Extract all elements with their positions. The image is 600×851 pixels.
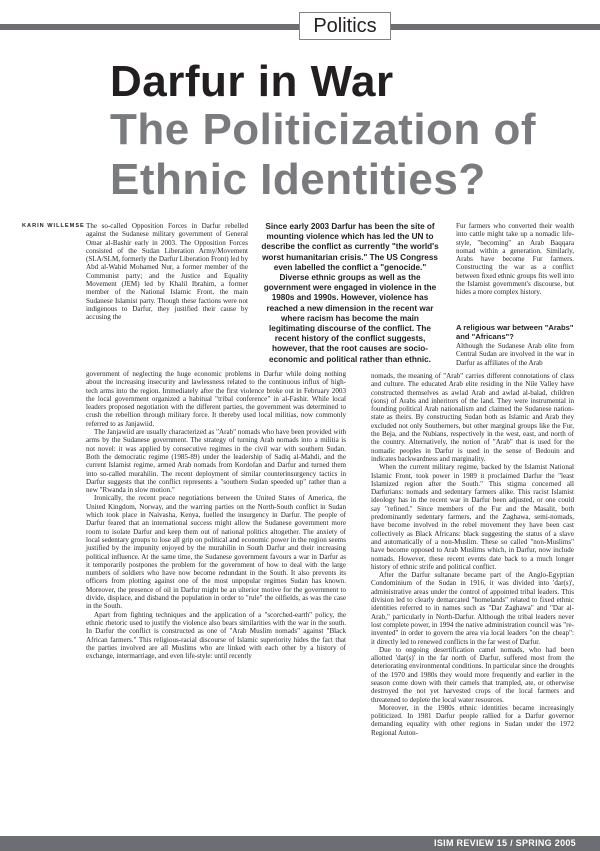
paragraph: The so-called Opposition Forces in Darfur rebelled against the Sudanese military government of General Omar al-Bashir early in 2003. The Opposition Forces consisted of the Sudan Liberation Army/Movement (SLA/SLM, formerly the Darfur Liberation Front) led by Abd al-Wahid Mohamed Nur, a former member of the Communist party; and the Justice and Equality Movement (JEM) led by Khalil Ibrahim, a former member of the National Islamic Front, the main Sudanese Islamist party. Though these factions were not indigenous to Darfur, they justified their cause by accusing the xyxy=(86,222,248,322)
footer-issue: ISIM REVIEW 15 / SPRING 2005 xyxy=(434,838,576,848)
paragraph: When the current military regime, backed by the Islamist National Islamic Front, took power in 1989 it proclaimed Darfur the "least Islamized region after the South." This stigma concerned all Darfurians: nomads and sedentary farmers alike. This racist Islamist ideology has in the recent war in Darfur been adjusted, or one could say "refined." Since members of the Fur and the Masalit, both predominantly sedentary farmers, and the Zaghawa, semi-nomads, have become involved in the rebel movement they have been cast collectively as Black Africans: black suggesting the status of a slave and automatically of a non-Muslim. These so called "non-Muslims" have become opposed to Arab Muslims which, in Darfur, now include nomads. However, these recent events date back to a much longer history of ethnic strife and political conflict. xyxy=(371,463,574,571)
paragraph: Moreover, in the 1980s ethnic identities became increasingly politicized. In 1981 Darfur people rallied for a Darfur governor demanding equality with other regions in Sudan under the 1972 Regional Auton- xyxy=(371,703,574,737)
lead-paragraph: Since early 2003 Darfur has been the site of mounting violence which has led the UN to describe the conflict as currently "the world's worst humanitarian crisis." The US Congress even labelled the conflict a "genocide." Diverse ethnic groups as well as the government were engaged in violence in the 1980s and 1990s. However, violence has reached a new dimension in the recent war where racism has become the main legitimating discourse of the conflict. The recent history of the conflict suggests, however, that the root causes are socio-economic and political rather than ethnic. xyxy=(261,222,439,364)
paragraph: Although the Sudanese Arab elite from Central Sudan are involved in the war in Darfur as affiliates of the Arab xyxy=(456,342,574,367)
paragraph: Due to ongoing desertification camel nomads, who had been allotted 'dar(s)' in the far north of Darfur, suffered most from the deteriorating environmental conditions. In particular since the droughts of the 1970 and 1980s they would more frequently and earlier in the season come down with their camels that trampled, ate, or otherwise destroyed the not yet harvested crops of the local farmers and threatened to deplete the local water resources. xyxy=(371,645,574,704)
paragraph: nomads, the meaning of "Arab" carries different connotations of class and culture. The educated Arab elite residing in the Nile Valley have constructed themselves as awlad Arab and awlad al-balad, children (sons) of Arabs and inheritors of the land. They were instrumental in founding political Arab nationalism and claimed the Sudanese nation-state as theirs. By constructing Sudan both as Islamic and Arab they excluded not only Southerners, but other marginal groups like the Fur, the Beja, and the Nubians, respectively in the west, east, and north of the country. Alternatively, the notion of "Arab" that is used for the nomadic peoples in Darfur is used in the sense of Bedouin and indicates backwardness and marginality. xyxy=(371,372,574,463)
paragraph: government of neglecting the huge economic problems in Darfur while doing nothing about the increasing insecurity and lawlessness related to the continuous influx of high-tech arms into the region. Immediately after the first violence broke out in February 2003 the local government organized a habitual "tribal conference" in al-Fashir. While local leaders proposed negotiation with the different parties, the government was determined to crush the rebellion through military force. It thereby used local militias, now commonly referred to as Janjawiid. xyxy=(86,370,346,428)
paragraph: The Janjawiid are usually characterized as "Arab" nomads who have been provided with arms by the Sudanese government. The strategy of turning Arab nomads into a militia is not novel: it was applied by consecutive regimes in the civil war with southern Sudan. Both the democratic regime (1985-89) under the leadership of Sadiq al-Mahdi, and the current Islamist regime, armed Arab nomads from Kordofan and Darfur and turned them into so-called murahilin. The recent deployment of similar counterinsurgency tactics in Darfur suggests that the conflict represents a "southern Sudan speeded up" rather than a new "Rwanda in slow motion." xyxy=(86,428,346,495)
column-right-main xyxy=(371,372,574,737)
article-title: Darfur in War xyxy=(110,57,394,106)
section-subheading: A religious war between "Arabs" and "Africans"? xyxy=(456,323,574,341)
column-3-mid xyxy=(456,342,574,367)
section-label: Politics xyxy=(299,12,391,40)
paragraph: Ironically, the recent peace negotiations between the United States of America, the United Kingdom, Norway, and the warring parties on the North-South conflict in Sudan which took place in Naivasha, Kenya, fuelled the insurgency in Darfur. The people of Darfur feared that an international success might allow the Sudanese government more room to isolate Darfur and keep them out of national politics altogether. The anxiety of local sedentary groups to lose all grip on political and economic power in the region seems justified by the impunity enjoyed by the murahilin in South Darfur and their increasing political influence. At the same time, the Sudanese government favours a war in Darfur as it temporarily postpones the problem for the government of how to deal with the large numbers of soldiers who have now become redundant in the South. It also prevents its officers from plotting against one of the most unpopular regimes Sudan has known. Moreover, the presence of oil in Darfur might be an ulterior motive for the government to divide, displace, and disband the population in order to "rule" the oilfields, as was the case in the South. xyxy=(86,494,346,611)
paragraph: Fur farmers who converted their wealth into cattle might take up a nomadic life-style, "becoming" an Arab Baqqara nomad within a generation. Similarly, Arabs have become Fur farmers. Constructing the war as a conflict between fixed ethnic groups fits well into the Islamist government's discourse, but hides a more complex history. xyxy=(456,222,574,297)
column-1-top xyxy=(86,222,248,322)
column-left-main xyxy=(86,370,346,660)
article-subtitle: The Politicization of Ethnic Identities? xyxy=(110,105,537,204)
paragraph: Apart from fighting techniques and the application of a "scorched-earth" policy, the ethnic rhetoric used to justify the violence also bears similarities with the war in the south. In Darfur the conflict is constructed as one of "Arab Muslim nomads" against "Black African farmers." This religious-racial discourse of Islamic superiority hides the fact that the parties involved are all Muslims who are linked with each other by a history of exchange, intermarriage, and even life-style: until recently xyxy=(86,610,346,661)
paragraph: After the Darfur sultanate became part of the Anglo-Egyptian Condominium of the Sudan in 1916, it was divided into 'dar(s)', administrative areas under the control of appointed tribal leaders. This division led to clearly demarcated "homelands" related to fixed ethnic identities referred to in names such as "Dar Zaghawa" and "Dar al-Arab," particularly in North-Darfur. Although the tribal leaders never lost complete power, in 1994 the native administration council was "re-invented" in order to govern the area via local leaders "on the cheap": it directly led to renewed conflicts in the far west of Darfur. xyxy=(371,571,574,646)
author-byline: KARIN WILLEMSE xyxy=(22,223,85,229)
column-3-top xyxy=(456,222,574,297)
